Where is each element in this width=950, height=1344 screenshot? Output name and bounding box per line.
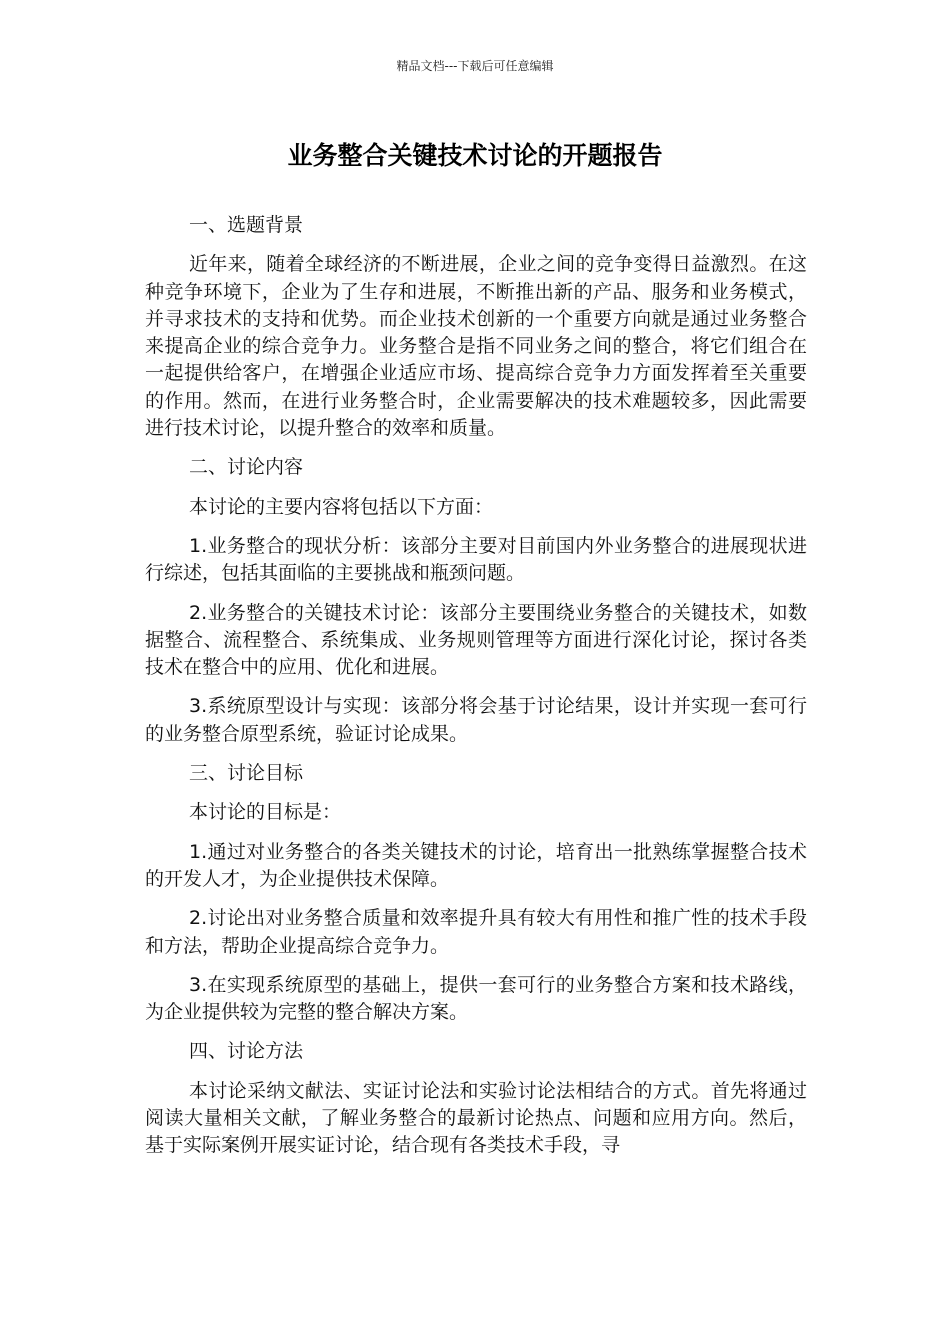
section-heading-background: 一、选题背景: [189, 214, 304, 236]
document-title: 业务整合关键技术讨论的开题报告: [287, 141, 663, 170]
section-heading-goals: 三、讨论目标: [189, 762, 304, 785]
page-header-watermark: 精品文档---下载后可任意编辑: [396, 59, 554, 73]
paragraph-goals-item-2: 2.讨论出对业务整合质量和效率提升具有较大有用性和推广性的技术手段和方法，帮助企业提高综合竞争力。: [145, 907, 807, 957]
paragraph-goals-intro: 本讨论的目标是：: [189, 801, 342, 824]
paragraph-goals-item-3: 3.在实现系统原型的基础上，提供一套可行的业务整合方案和技术路线，为企业提供较为完整的整合解决方案。: [145, 973, 807, 1024]
paragraph-content-item-1: 1.业务整合的现状分析：该部分主要对目前国内外业务整合的进展现状进行综述，包括其面临的主要挑战和瓶颈问题。: [145, 534, 807, 585]
section-heading-methods: 四、讨论方法: [189, 1040, 304, 1063]
paragraph-goals-item-1: 1.通过对业务整合的各类关键技术的讨论，培育出一批熟练掌握整合技术的开发人才，为企业提供技术保障。: [145, 840, 807, 890]
paragraph-methods: 本讨论采纳文献法、实证讨论法和实验讨论法相结合的方式。首先将通过阅读大量相关文献，了解业务整合的最新讨论热点、问题和应用方向。然后，基于实际案例开展实证讨论，结合现有各类技术手段，寻: [145, 1079, 807, 1157]
paragraph-content-item-3: 3.系统原型设计与实现：该部分将会基于讨论结果，设计并实现一套可行的业务整合原型系统，验证讨论成果。: [145, 695, 807, 745]
paragraph-background: 近年来，随着全球经济的不断进展，企业之间的竞争变得日益激烈。在这种竞争环境下，企业为了生存和进展，不断推出新的产品、服务和业务模式，并寻求技术的支持和优势。而企业技术创新的一个重要方向就是通过业务整合来提高企业的综合竞争力。业务整合是指不同业务之间的整合，将它们组合在一起提供给客户，在增强企业适应市场、提高综合竞争力方面发挥着至关重要的作用。然而，在进行业务整合时，企业需要解决的技术难题较多，因此需要进行技术讨论，以提升整合的效率和质量。: [145, 253, 807, 440]
paragraph-content-intro: 本讨论的主要内容将包括以下方面：: [189, 495, 494, 518]
section-heading-content: 二、讨论内容: [189, 456, 304, 479]
paragraph-content-item-2: 2.业务整合的关键技术讨论：该部分主要围绕业务整合的关键技术，如数据整合、流程整合、系统集成、业务规则管理等方面进行深化讨论，探讨各类技术在整合中的应用、优化和进展。: [145, 601, 807, 679]
document-body: [145, 212, 807, 1172]
